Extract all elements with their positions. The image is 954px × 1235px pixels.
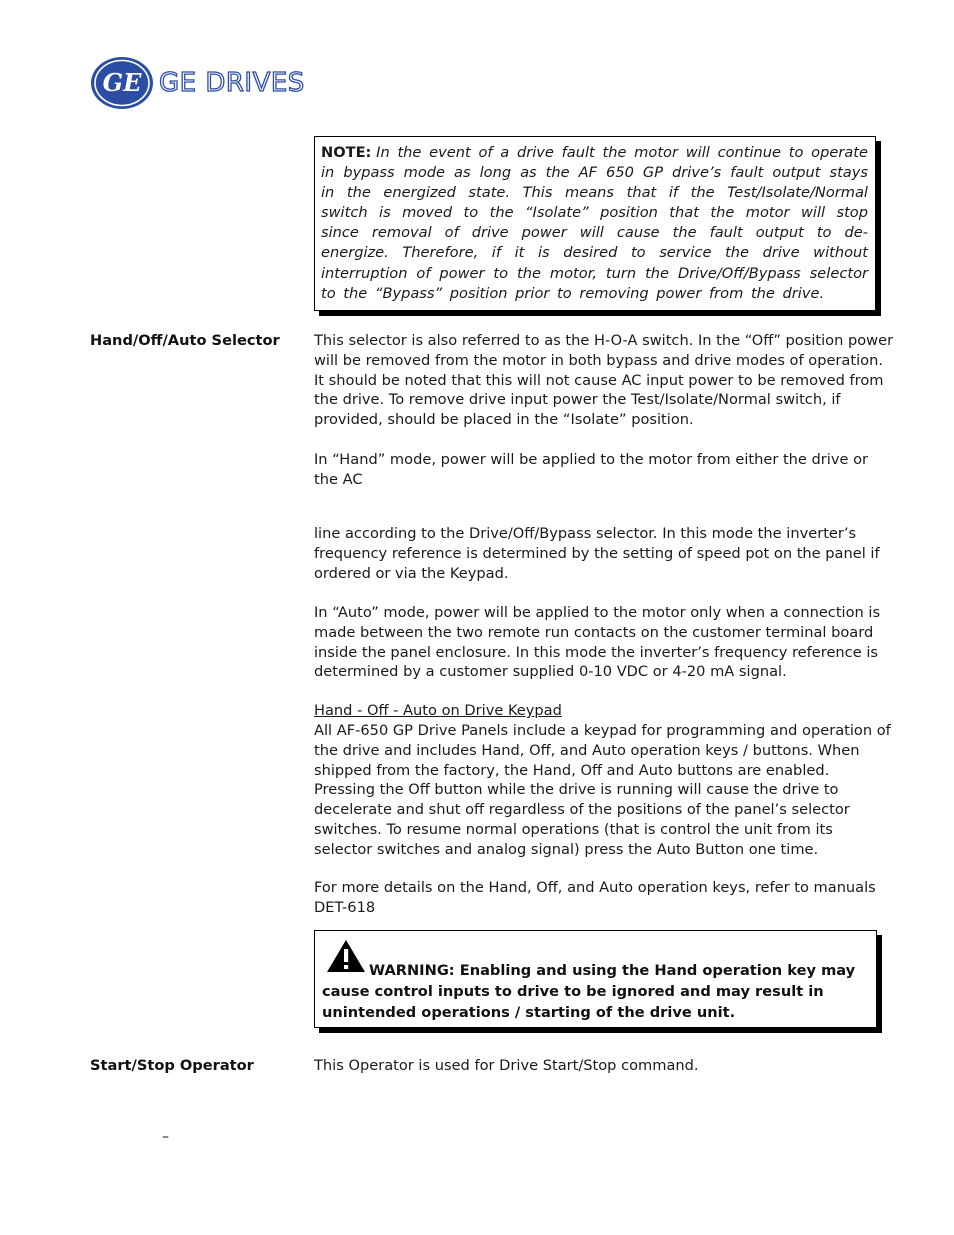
startstop-heading: Start/Stop Operator xyxy=(90,1057,254,1074)
note-text xyxy=(321,143,868,304)
logo-text: GE DRIVES xyxy=(159,68,305,98)
startstop-text: This Operator is used for Drive Start/Stop command. xyxy=(314,1057,699,1074)
keypad-subheading: Hand - Off - Auto on Drive Keypad xyxy=(314,702,562,719)
hoa-paragraph-3: line according to the Drive/Off/Bypass selector. In this mode the inverter’s frequency reference is determined by the setting of speed pot on the panel if ordered or via the Keypad. xyxy=(314,525,880,582)
hoa-paragraph-5: For more details on the Hand, Off, and Auto operation keys, refer to manuals DET-618 xyxy=(314,879,876,916)
warning-message: WARNING: Enabling and using the Hand operation key may cause control inputs to drive to be ignored and may result in unintended operations / starting of the drive unit. xyxy=(322,962,856,1021)
ge-drives-logo xyxy=(90,56,330,112)
logo-mark-text: GE xyxy=(102,68,142,97)
hoa-paragraph-2: In “Hand” mode, power will be applied to the motor from either the drive or the AC xyxy=(314,451,869,488)
note-body: In the event of a drive fault the motor will continue to operate in bypass mode as long as the AF 650 GP drive’s fault output stays in the energized state. This means that if the Test/Isolate/Normal switch is moved to the “Isolate” position that the motor will stop since removal of drive power will cause the fault output to de-energize. Therefore, if it is desired to service the drive without interruption of power to the motor, turn the Drive/Off/Bypass selector to the “Bypass” position prior to removing power from the drive. xyxy=(321,144,868,302)
note-box xyxy=(314,136,876,311)
keypad-paragraph: All AF-650 GP Drive Panels include a keypad for programming and operation of the drive and includes Hand, Off, and Auto operation keys / buttons. When shipped from the factory, the Hand, Off and Auto buttons are enabled. Pressing the Off button while the drive is running will cause the drive to decelerate and shut off regardless of the positions of the panel’s selector switches. To resume normal operations (that is control the unit from its selector switches and analog signal) press the Auto Button one time. xyxy=(314,722,891,858)
ge-monogram-icon xyxy=(90,56,156,112)
hoa-heading: Hand/Off/Auto Selector xyxy=(90,332,280,349)
hoa-paragraph-4: In “Auto” mode, power will be applied to the motor only when a connection is made between the two remote run contacts on the customer terminal board inside the panel enclosure. In this mode the inverter’s frequency reference is determined by a customer supplied 0-10 VDC or 4-20 mA signal. xyxy=(314,604,881,681)
note-label: NOTE: xyxy=(321,144,372,161)
hoa-paragraph-1: This selector is also referred to as the H-O-A switch. In the “Off” position power will be removed from the motor in both bypass and drive modes of operation. It should be noted that this will not cause AC input power to be removed from the drive. To remove drive input power the Test/Isolate/Normal switch, if provided, should be placed in the “Isolate” position. xyxy=(314,332,894,429)
warning-text xyxy=(322,960,870,1023)
warning-box xyxy=(314,930,877,1028)
footer-dash: – xyxy=(162,1129,169,1145)
